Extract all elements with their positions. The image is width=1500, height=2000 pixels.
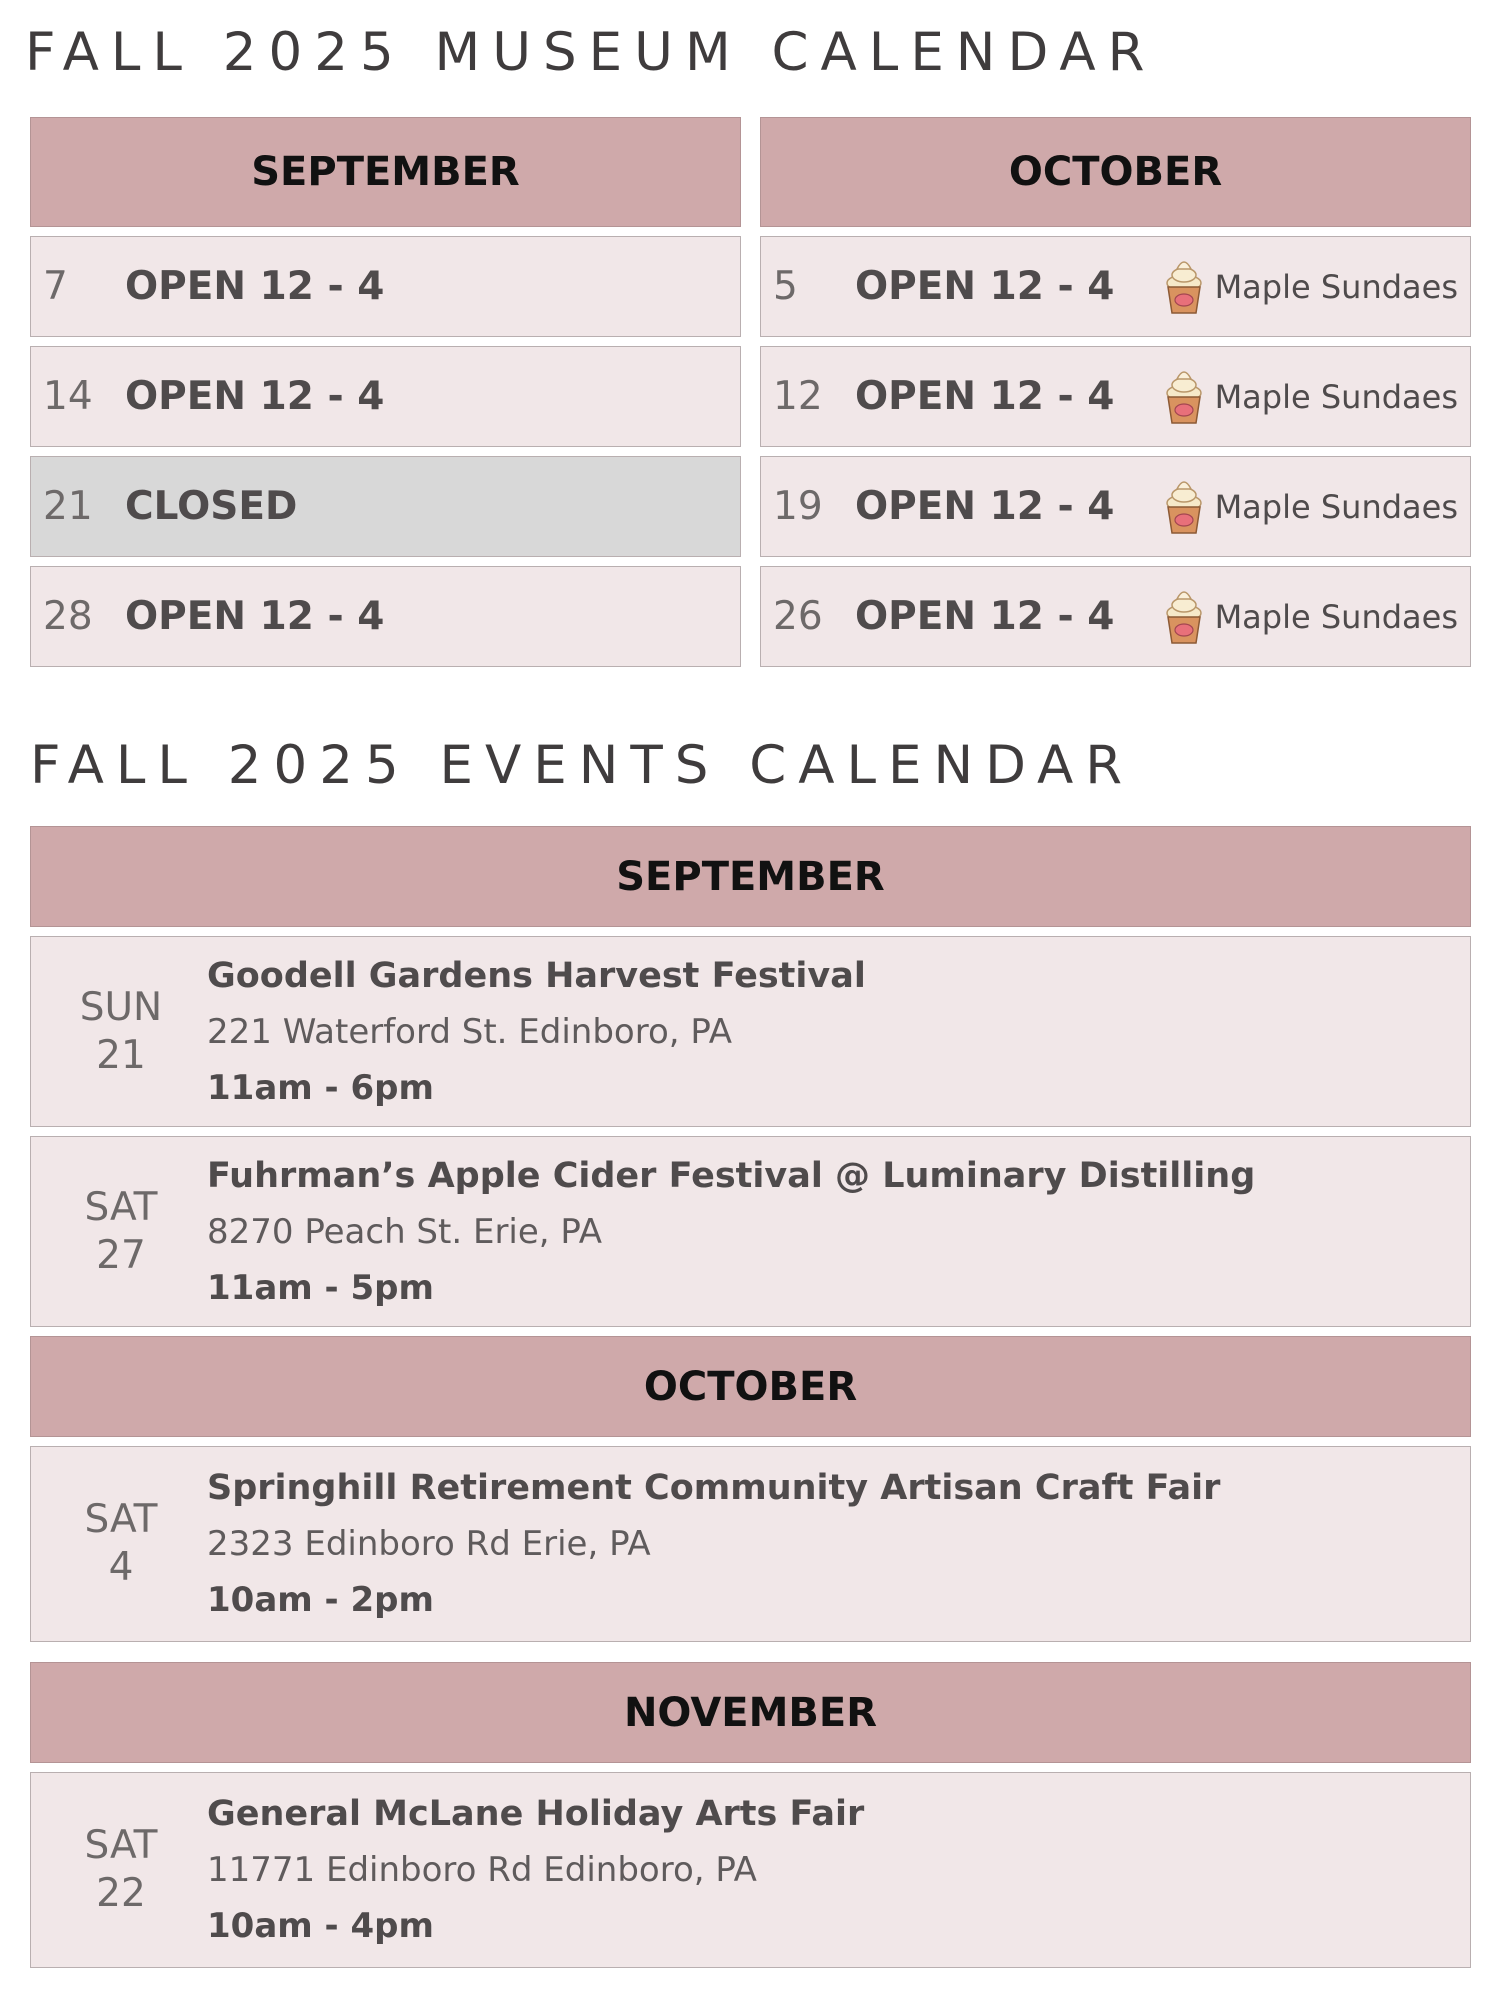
event-weekday: SUN bbox=[79, 984, 163, 1030]
event-row bbox=[30, 936, 1471, 1127]
day-status: CLOSED bbox=[125, 484, 298, 529]
museum-october-column bbox=[760, 117, 1471, 667]
event-row bbox=[30, 1136, 1471, 1327]
event-weekday: SAT bbox=[84, 1497, 158, 1542]
museum-september-column bbox=[30, 117, 741, 667]
event-day: 21 bbox=[96, 1032, 146, 1078]
museum-calendar bbox=[30, 117, 1471, 667]
day-number: 12 bbox=[773, 374, 823, 419]
museum-day-row bbox=[760, 456, 1471, 557]
special-event-label: Maple Sundaes bbox=[1214, 377, 1458, 416]
event-time: 11am - 6pm bbox=[207, 1067, 434, 1108]
day-status: OPEN 12 - 4 bbox=[855, 594, 1115, 639]
special-event bbox=[1163, 347, 1458, 446]
day-number: 5 bbox=[773, 264, 798, 309]
day-status: OPEN 12 - 4 bbox=[855, 264, 1115, 309]
event-info bbox=[201, 1460, 1220, 1628]
event-info bbox=[201, 1148, 1255, 1316]
events-month-header-october: OCTOBER bbox=[30, 1336, 1471, 1437]
event-row bbox=[30, 1446, 1471, 1642]
day-number: 21 bbox=[43, 484, 93, 529]
event-info bbox=[201, 1786, 864, 1954]
museum-day-row bbox=[760, 346, 1471, 447]
event-address: 221 Waterford St. Edinboro, PA bbox=[207, 1011, 732, 1052]
event-date bbox=[31, 1496, 201, 1592]
events-calendar-title: FALL 2025 EVENTS CALENDAR bbox=[30, 735, 1135, 796]
day-number: 7 bbox=[43, 264, 68, 309]
day-status: OPEN 12 - 4 bbox=[855, 374, 1115, 419]
event-address: 11771 Edinboro Rd Edinboro, PA bbox=[207, 1850, 757, 1890]
museum-day-row bbox=[30, 346, 741, 447]
museum-day-row bbox=[30, 236, 741, 337]
special-event-label: Maple Sundaes bbox=[1214, 267, 1458, 306]
sundae-icon bbox=[1163, 367, 1205, 427]
event-day: 27 bbox=[96, 1232, 146, 1278]
special-event bbox=[1163, 567, 1458, 666]
museum-day-row bbox=[760, 566, 1471, 667]
event-time: 11am - 5pm bbox=[207, 1267, 434, 1308]
day-number: 28 bbox=[43, 594, 93, 639]
special-event bbox=[1163, 457, 1458, 556]
events-month-header-november: NOVEMBER bbox=[30, 1662, 1471, 1763]
event-weekday: SAT bbox=[84, 1823, 158, 1868]
special-event-label: Maple Sundaes bbox=[1214, 487, 1458, 526]
event-date bbox=[31, 1184, 201, 1280]
event-time: 10am - 4pm bbox=[207, 1906, 434, 1946]
sundae-icon bbox=[1163, 477, 1205, 537]
museum-month-header-september: SEPTEMBER bbox=[30, 117, 741, 227]
events-month-header-september: SEPTEMBER bbox=[30, 826, 1471, 927]
event-info bbox=[201, 948, 866, 1116]
day-status: OPEN 12 - 4 bbox=[125, 264, 385, 309]
event-day: 22 bbox=[96, 1871, 146, 1916]
events-calendar bbox=[30, 826, 1471, 1968]
event-date bbox=[31, 1822, 201, 1918]
event-row bbox=[30, 1772, 1471, 1968]
day-status: OPEN 12 - 4 bbox=[855, 484, 1115, 529]
event-day: 4 bbox=[108, 1545, 134, 1590]
day-number: 14 bbox=[43, 374, 93, 419]
museum-day-row bbox=[30, 566, 741, 667]
sundae-icon bbox=[1163, 587, 1205, 647]
museum-calendar-title: FALL 2025 MUSEUM CALENDAR bbox=[25, 22, 1157, 83]
event-address: 8270 Peach St. Erie, PA bbox=[207, 1211, 602, 1252]
event-name: General McLane Holiday Arts Fair bbox=[207, 1794, 865, 1834]
event-name: Springhill Retirement Community Artisan Craft Fair bbox=[207, 1468, 1221, 1508]
day-number: 19 bbox=[773, 484, 823, 529]
museum-month-header-october: OCTOBER bbox=[760, 117, 1471, 227]
event-time: 10am - 2pm bbox=[207, 1580, 434, 1620]
event-name: Fuhrman’s Apple Cider Festival @ Luminary Distilling bbox=[207, 1155, 1256, 1196]
museum-day-row bbox=[760, 236, 1471, 337]
museum-day-row-closed bbox=[30, 456, 741, 557]
event-date bbox=[31, 984, 201, 1080]
day-status: OPEN 12 - 4 bbox=[125, 374, 385, 419]
day-number: 26 bbox=[773, 594, 823, 639]
special-event bbox=[1163, 237, 1458, 336]
special-event-label: Maple Sundaes bbox=[1214, 597, 1458, 636]
sundae-icon bbox=[1163, 257, 1205, 317]
event-address: 2323 Edinboro Rd Erie, PA bbox=[207, 1524, 651, 1564]
event-name: Goodell Gardens Harvest Festival bbox=[207, 955, 866, 996]
event-weekday: SAT bbox=[84, 1184, 158, 1230]
day-status: OPEN 12 - 4 bbox=[125, 594, 385, 639]
